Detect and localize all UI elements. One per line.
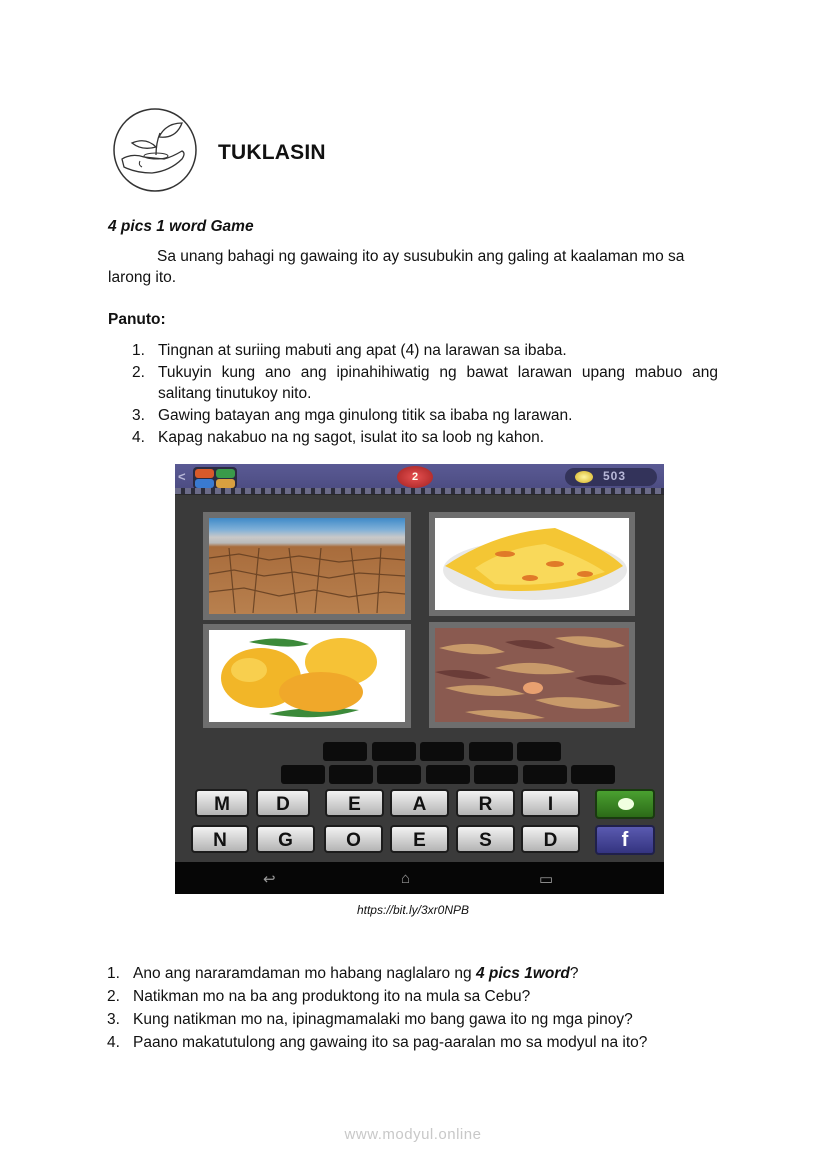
game-screenshot	[175, 464, 664, 894]
menu-grid-icon	[193, 467, 237, 489]
instruction-item	[132, 405, 718, 426]
facebook-icon: f	[621, 829, 629, 851]
answer-slot[interactable]	[377, 765, 421, 784]
coin-count: 503	[603, 469, 627, 483]
question-text: Paano makatutulong ang gawaing ito sa pag-aaralan mo sa modyul na ito?	[133, 1034, 648, 1051]
instructions-list	[132, 340, 718, 449]
question-text-end: ?	[569, 965, 579, 982]
image-source-caption: https://bit.ly/3xr0NPB	[356, 903, 470, 917]
intro-paragraph: Sa unang bahagi ng gawaing ito ay susubukin ang galing at kaalaman mo sa larong ito.	[108, 248, 685, 286]
letter-tile[interactable]: D	[256, 789, 310, 817]
hint-button[interactable]	[595, 789, 655, 819]
question-item	[107, 1009, 747, 1030]
answer-slot[interactable]	[523, 765, 567, 784]
answer-slot[interactable]	[329, 765, 373, 784]
footer-watermark: www.modyul.online	[344, 1126, 482, 1143]
cracked-dry-earth-picture	[203, 512, 411, 620]
letter-tile[interactable]: D	[521, 825, 580, 853]
coin-counter	[565, 468, 657, 486]
item-text: Tukuyin kung ano ang ipinahihiwatig ng bawat larawan upang mabuo ang salitang tinutukoy nito.	[158, 364, 718, 402]
letter-tile[interactable]: S	[456, 825, 515, 853]
letter-tile[interactable]: A	[390, 789, 449, 817]
letter-tile[interactable]: M	[195, 789, 249, 817]
dried-fruit-pile-picture	[429, 622, 635, 728]
activity-subtitle: 4 pics 1 word Game	[108, 218, 254, 235]
question-item	[107, 986, 747, 1007]
coin-icon	[575, 471, 593, 483]
questions-list	[107, 963, 747, 1055]
section-title: TUKLASIN	[218, 141, 326, 164]
nav-home-icon[interactable]: ⌂	[401, 870, 411, 887]
answer-slot[interactable]	[281, 765, 325, 784]
question-item	[107, 963, 747, 984]
letter-tile[interactable]: E	[390, 825, 449, 853]
question-emphasis: 4 pics 1word	[475, 965, 570, 982]
item-number: 3.	[107, 1011, 120, 1028]
item-number: 1.	[107, 965, 120, 982]
item-number: 2.	[107, 988, 120, 1005]
letter-tile[interactable]: R	[456, 789, 515, 817]
instructions-label: Panuto:	[108, 311, 166, 328]
item-number: 2.	[132, 364, 145, 381]
item-text: Gawing batayan ang mga ginulong titik sa ibaba ng larawan.	[158, 407, 573, 424]
item-number: 3.	[132, 407, 145, 424]
instruction-item	[132, 340, 718, 361]
nav-recent-apps-icon[interactable]: ▭	[539, 871, 554, 888]
hand-with-seedling-icon	[112, 107, 198, 193]
lightbulb-icon	[618, 798, 634, 810]
facebook-share-button[interactable]	[595, 825, 655, 855]
instruction-item	[132, 362, 718, 404]
answer-slot[interactable]	[571, 765, 615, 784]
instruction-item	[132, 427, 718, 448]
android-nav-bar	[175, 862, 664, 894]
item-text: Kapag nakabuo na ng sagot, isulat ito sa loob ng kahon.	[158, 429, 545, 446]
item-number: 4.	[107, 1034, 120, 1051]
back-arrow-icon: <	[178, 469, 186, 484]
answer-slot[interactable]	[469, 742, 513, 761]
ripe-mangoes-picture	[203, 624, 411, 728]
answer-slot[interactable]	[420, 742, 464, 761]
answer-slot[interactable]	[426, 765, 470, 784]
dried-mango-plate-picture	[429, 512, 635, 616]
letter-tile[interactable]: O	[324, 825, 383, 853]
letter-tile[interactable]: I	[521, 789, 580, 817]
answer-slot[interactable]	[474, 765, 518, 784]
letter-tile[interactable]: E	[325, 789, 384, 817]
question-text: Kung natikman mo na, ipinagmamalaki mo bang gawa ito ng mga pinoy?	[133, 1011, 633, 1028]
question-item	[107, 1032, 747, 1053]
letter-tile[interactable]: N	[191, 825, 249, 853]
question-text: Ano ang nararamdaman mo habang naglalaro ng	[133, 965, 476, 982]
answer-slot[interactable]	[517, 742, 561, 761]
answer-slot[interactable]	[372, 742, 416, 761]
item-number: 4.	[132, 429, 145, 446]
top-bar-border	[175, 488, 664, 494]
item-text: Tingnan at suriing mabuti ang apat (4) na larawan sa ibaba.	[158, 342, 567, 359]
nav-back-icon[interactable]: ↩	[263, 871, 276, 888]
question-text: Natikman mo na ba ang produktong ito na mula sa Cebu?	[133, 988, 531, 1005]
level-badge: 2	[397, 466, 433, 488]
answer-slot[interactable]	[323, 742, 367, 761]
letter-tile[interactable]: G	[256, 825, 315, 853]
item-number: 1.	[132, 342, 145, 359]
